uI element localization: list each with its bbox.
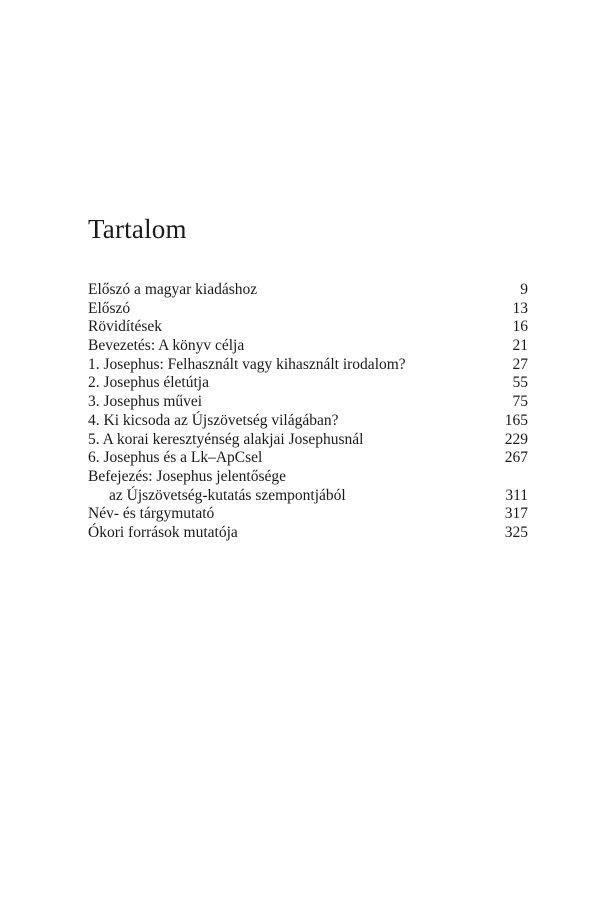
toc-entry-label: Név- és tárgymutató — [88, 505, 215, 523]
toc-entry-label: Ókori források mutatója — [88, 523, 238, 541]
toc-entry-label: az Újszövetség-kutatás szempontjából — [109, 486, 346, 504]
toc-entry — [88, 337, 528, 356]
toc-entry-label: 5. A korai keresztyénség alakjai Josephusnál — [88, 430, 364, 448]
toc-entry — [88, 318, 528, 337]
toc-entry-page: 9 — [520, 281, 528, 298]
toc-entry-page: 229 — [504, 430, 528, 448]
toc-entry-label: 6. Josephus és a Lk–ApCsel — [88, 449, 263, 467]
toc-entry-label: 3. Josephus művei — [88, 393, 203, 411]
toc-entry-label: Előszó — [88, 299, 131, 317]
table-of-contents — [88, 281, 528, 543]
toc-entry-label: Előszó a magyar kiadáshoz — [88, 281, 258, 298]
toc-entry-label: 2. Josephus életútja — [88, 374, 209, 392]
toc-entry — [88, 281, 528, 300]
toc-entry-page: 21 — [512, 337, 528, 355]
toc-entry — [88, 524, 528, 543]
toc-entry-label: 1. Josephus: Felhasznált vagy kihasznált irodalom? — [88, 355, 406, 373]
toc-entry-page: 311 — [505, 486, 528, 504]
toc-entry — [88, 300, 528, 319]
toc-entry — [88, 374, 528, 393]
toc-entry-label: 4. Ki kicsoda az Újszövetség világában? — [88, 411, 339, 429]
toc-entry-page: 317 — [504, 505, 528, 523]
toc-entry-label: Bevezetés: A könyv célja — [88, 337, 245, 355]
toc-entry-page: 27 — [512, 355, 528, 373]
toc-entry-label: Rövidítések — [88, 318, 163, 336]
toc-entry-page: 165 — [504, 411, 528, 429]
toc-entry-page: 325 — [504, 523, 528, 541]
page-title: Tartalom — [88, 214, 187, 244]
toc-entry — [88, 449, 528, 468]
toc-entry — [88, 505, 528, 524]
toc-entry — [88, 393, 528, 412]
toc-entry-page: 13 — [512, 299, 528, 317]
toc-entry — [88, 487, 528, 506]
toc-entry-page: 75 — [512, 393, 528, 411]
toc-entry-page: 55 — [512, 374, 528, 392]
toc-entry-label: Befejezés: Josephus jelentősége — [88, 467, 286, 485]
toc-entry — [88, 356, 528, 375]
toc-entry-page: 267 — [504, 449, 528, 467]
toc-entry — [88, 412, 528, 431]
toc-entry — [88, 468, 528, 487]
toc-entry-page: 16 — [512, 318, 528, 336]
toc-entry — [88, 431, 528, 450]
